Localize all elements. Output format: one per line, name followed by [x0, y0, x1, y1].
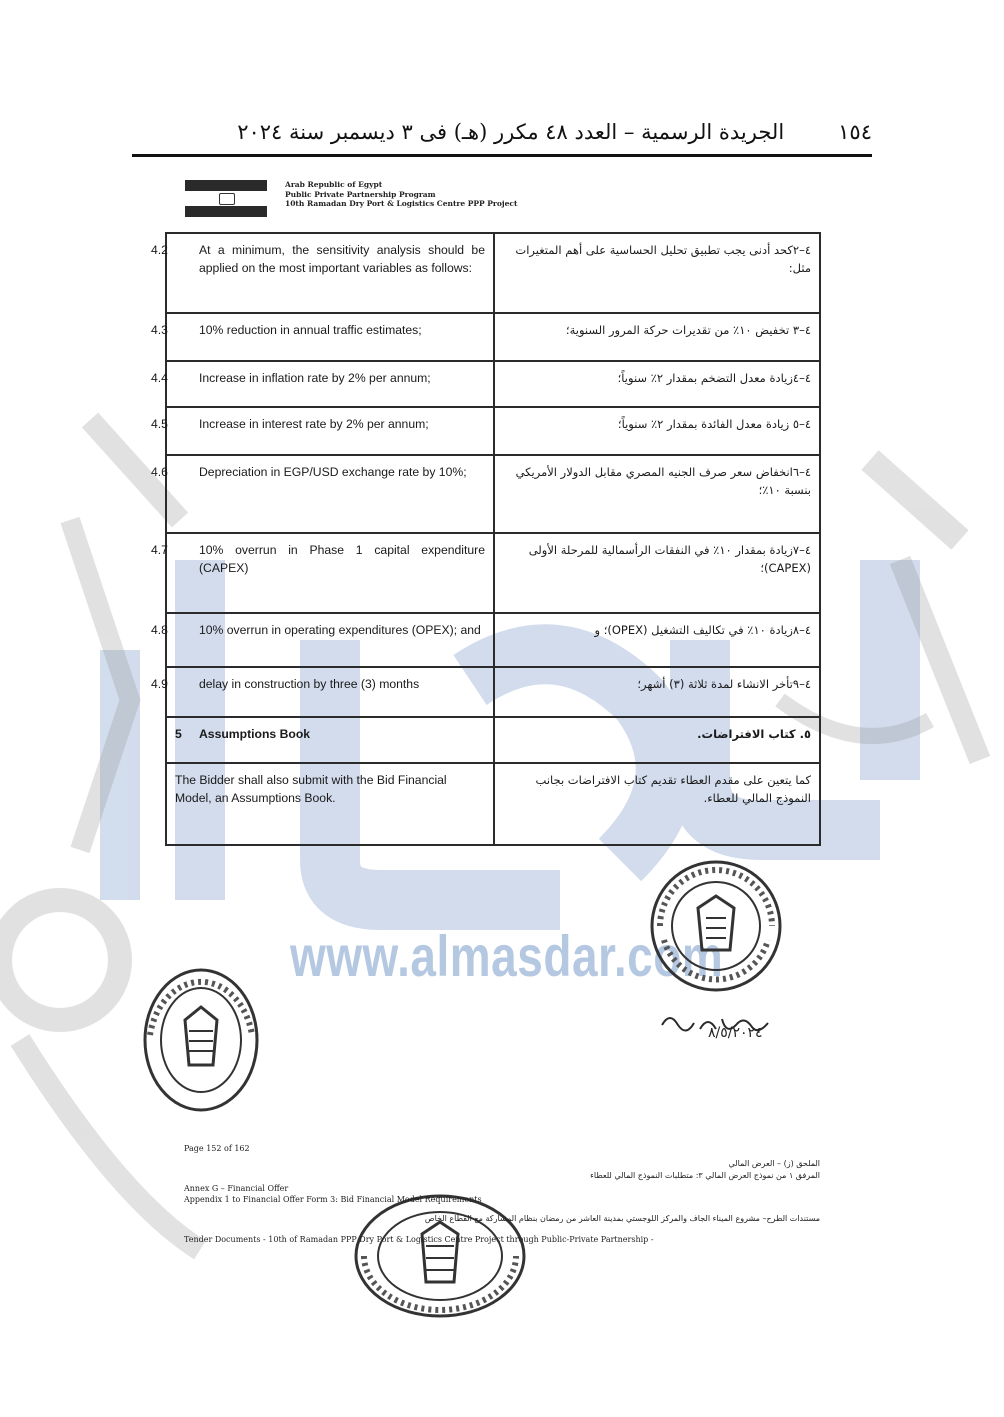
- footer-annex-en: Annex G – Financial Offer: [184, 1184, 289, 1193]
- left-seal-icon: [140, 965, 262, 1115]
- row-ar-cell: ٤–٩تأخر الانشاء لمدة ثلاثة (٣) أشهر؛: [494, 667, 820, 717]
- row-en-text: At a minimum, the sensitivity analysis should be applied on the most important variables as follows:: [199, 243, 485, 275]
- row-en-text: Increase in interest rate by 2% per annum;: [199, 417, 429, 431]
- row-en-cell: [151, 233, 494, 313]
- header-rule: [132, 154, 872, 157]
- row-ar-cell: ٤–٨زيادة ١٠٪ في تكاليف التشغيل (OPEX)؛ و: [494, 613, 820, 667]
- row-ar-cell: ٤–٤زيادة معدل التضخم بمقدار ٢٪ سنوياً؛: [494, 361, 820, 407]
- row-number: 4.6: [151, 465, 168, 479]
- row-number: 4.2: [151, 243, 168, 257]
- row-ar-cell: ٤–٧زيادة بمقدار ١٠٪ في النفقات الرأسمالية للمرحلة الأولى (CAPEX)؛: [494, 533, 820, 613]
- section-5-en-heading: [166, 717, 494, 763]
- section-5-en-body: The Bidder shall also submit with the Bid Financial Model, an Assumptions Book.: [166, 763, 494, 845]
- row-en-text: Depreciation in EGP/USD exchange rate by 10%;: [199, 465, 467, 479]
- row-en-text: Increase in inflation rate by 2% per annum;: [199, 371, 431, 385]
- table-row: [166, 667, 820, 717]
- footer-page-number: Page 152 of 162: [184, 1144, 250, 1153]
- letterhead-text: [285, 180, 517, 209]
- row-ar-cell: ٤–٥ زيادة معدل الفائدة بمقدار ٢٪ سنوياً؛: [494, 407, 820, 455]
- row-en-text: 10% overrun in operating expenditures (OPEX); and: [199, 623, 481, 637]
- row-en-cell: [151, 313, 494, 361]
- gazette-page-number: ١٥٤: [838, 120, 872, 144]
- section-5-body-row: [166, 763, 820, 845]
- section-5-en-title: Assumptions Book: [199, 727, 311, 741]
- row-number: 4.8: [151, 623, 168, 637]
- row-en-text: 10% reduction in annual traffic estimates;: [199, 323, 422, 337]
- footer-annex-ar: الملحق (ز) – العرض المالي: [728, 1159, 820, 1168]
- section-5-number: 5: [175, 727, 182, 741]
- row-en-text: 10% overrun in Phase 1 capital expenditure (CAPEX): [199, 543, 485, 575]
- footer-appendix-ar: المرفق ١ من نموذج العرض المالي ٣: متطلبات النموذج المالي للعطاء: [590, 1171, 820, 1180]
- row-ar-cell: ٤–٦انخفاض سعر صرف الجنيه المصري مقابل الدولار الأمريكي بنسبة ١٠٪؛: [494, 455, 820, 533]
- row-en-cell: [151, 667, 494, 717]
- bottom-seal-icon: [350, 1190, 530, 1320]
- gazette-header: [132, 112, 872, 152]
- letterhead-line-1: Arab Republic of Egypt: [285, 180, 383, 189]
- row-number: 4.4: [151, 371, 168, 385]
- table-row: [166, 407, 820, 455]
- row-en-cell: [151, 361, 494, 407]
- ppp-logo: [185, 178, 267, 220]
- letterhead-line-3: 10th Ramadan Dry Port & Logistics Centre PPP Project: [285, 199, 518, 208]
- row-en-cell: [151, 455, 494, 533]
- row-en-cell: [151, 407, 494, 455]
- footer-appendix-en: Appendix 1 to Financial Offer Form 3: Bid Financial Model Requirements: [184, 1195, 482, 1204]
- table-row: [166, 533, 820, 613]
- footer-tender-ar: مستندات الطرح– مشروع الميناء الجاف والمركز اللوجستي بمدينة العاشر من رمضان بنظام المشاركة مع القطاع الخاص: [424, 1214, 820, 1223]
- signature-mark: [656, 1005, 776, 1041]
- section-5-heading-row: [166, 717, 820, 763]
- row-ar-cell: ٤–٢كحد أدنى يجب تطبيق تحليل الحساسية على أهم المتغيرات مثل:: [494, 233, 820, 313]
- table-row: [166, 233, 820, 313]
- row-number: 4.9: [151, 677, 168, 691]
- section-5-ar-body: كما يتعين على مقدم العطاء تقديم كتاب الافتراضات بجانب النموذج المالي للعطاء.: [494, 763, 820, 845]
- section-5-ar-title: ٥. كتاب الافتراضات.: [494, 717, 820, 763]
- table-row: [166, 455, 820, 533]
- sensitivity-table: [151, 232, 821, 846]
- table-row: [166, 361, 820, 407]
- gazette-title: الجريدة الرسمية – العدد ٤٨ مكرر (هـ) فى ٣ ديسمبر سنة ٢٠٢٤: [237, 120, 785, 144]
- row-en-cell: [151, 533, 494, 613]
- document-letterhead: [185, 178, 605, 220]
- footer-tender-en: Tender Documents - 10th of Ramadan PPP Dry Port & Logistics Centre Project through Public-Private Partnership -: [184, 1235, 654, 1244]
- table-row: [166, 613, 820, 667]
- row-en-cell: [151, 613, 494, 667]
- table-row: [166, 313, 820, 361]
- watermark-url: www.almasdar.com: [290, 923, 724, 989]
- row-number: 4.5: [151, 417, 168, 431]
- row-number: 4.3: [151, 323, 168, 337]
- row-en-text: delay in construction by three (3) months: [199, 677, 420, 691]
- letterhead-line-2: Public Private Partnership Program: [285, 189, 436, 199]
- signature-date: ٨/٥/٢٠٢٤: [708, 1025, 763, 1041]
- official-seal-icon: [648, 858, 784, 994]
- row-number: 4.7: [151, 543, 168, 557]
- row-ar-cell: ٤–٣ تخفيض ١٠٪ من تقديرات حركة المرور السنوية؛: [494, 313, 820, 361]
